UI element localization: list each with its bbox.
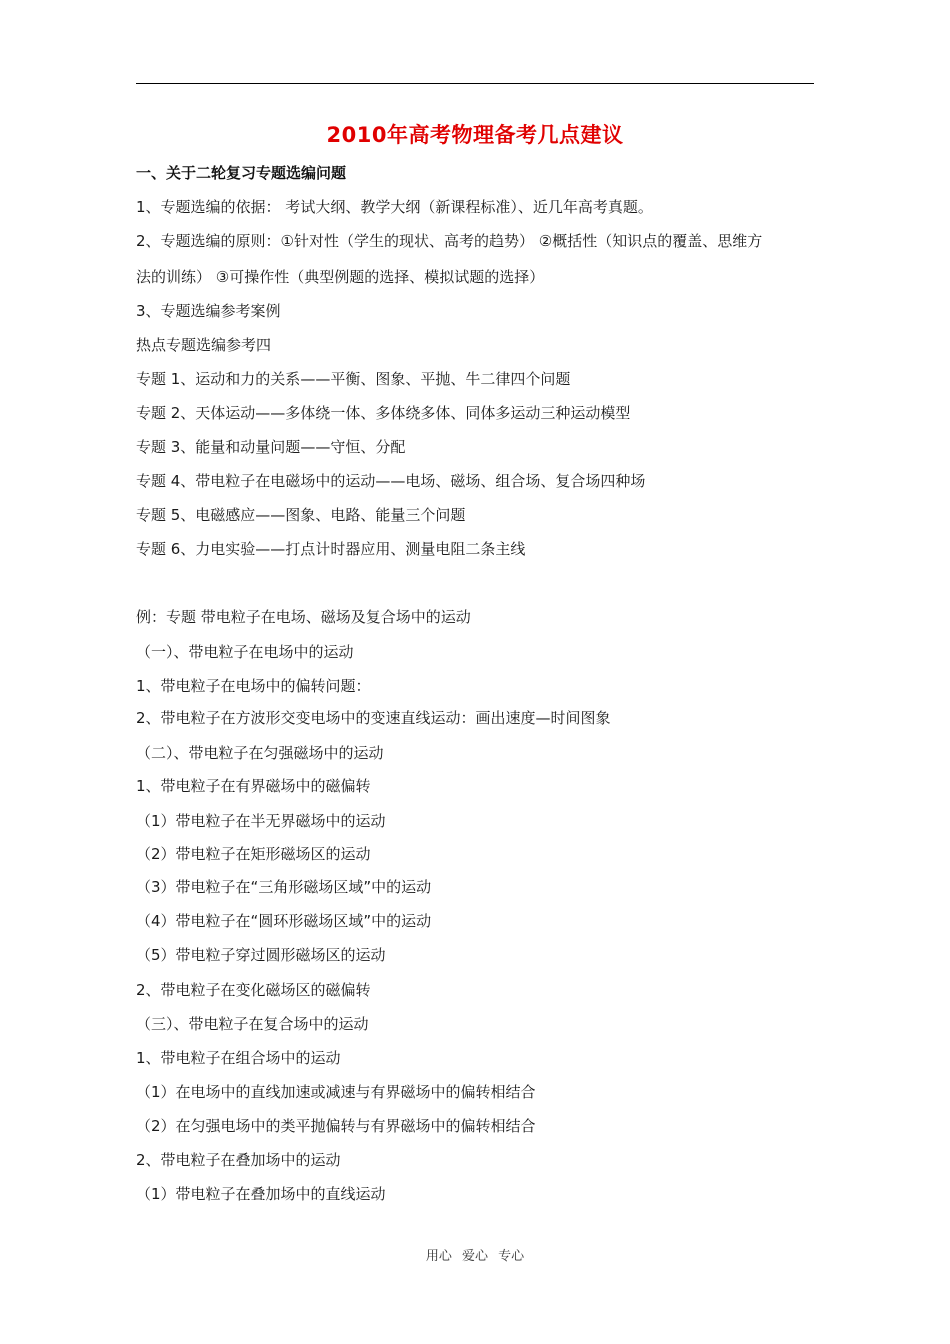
text-line: 1、带电粒子在有界磁场中的磁偏转 (136, 777, 371, 795)
text-line: 1、带电粒子在组合场中的运动 (136, 1049, 341, 1067)
header-rule (136, 83, 814, 84)
text-line: （三）、带电粒子在复合场中的运动 (136, 1015, 369, 1033)
text-line: （3）带电粒子在“三角形磁场区域”中的运动 (136, 878, 432, 896)
text-line: 专题 5、电磁感应——图象、电路、能量三个问题 (136, 506, 466, 524)
text-line: （1）带电粒子在叠加场中的直线运动 (136, 1185, 386, 1203)
text-line: 例：专题 带电粒子在电场、磁场及复合场中的运动 (136, 608, 471, 626)
text-line: 2、带电粒子在方波形交变电场中的变速直线运动：画出速度—时间图象 (136, 709, 611, 727)
text-line: 2、带电粒子在变化磁场区的磁偏转 (136, 981, 371, 999)
page-footer: 用心 爱心 专心 (425, 1249, 525, 1264)
text-line: 专题 3、能量和动量问题——守恒、分配 (136, 438, 406, 456)
text-line: （2）在匀强电场中的类平抛偏转与有界磁场中的偏转相结合 (136, 1117, 536, 1135)
text-line: 专题 4、带电粒子在电磁场中的运动——电场、磁场、组合场、复合场四种场 (136, 472, 646, 490)
text-line: 1、专题选编的依据： 考试大纲、教学大纲（新课程标准）、近几年高考真题。 (136, 198, 653, 216)
text-line: （1）在电场中的直线加速或减速与有界磁场中的偏转相结合 (136, 1083, 536, 1101)
text-line: （二）、带电粒子在匀强磁场中的运动 (136, 744, 384, 762)
text-line: （4）带电粒子在“圆环形磁场区域”中的运动 (136, 912, 432, 930)
text-line: （5）带电粒子穿过圆形磁场区的运动 (136, 946, 386, 964)
text-line: （1）带电粒子在半无界磁场中的运动 (136, 812, 386, 830)
text-line: 热点专题选编参考四 (136, 336, 272, 354)
text-line: （一）、带电粒子在电场中的运动 (136, 643, 354, 661)
text-line: 专题 1、运动和力的关系——平衡、图象、平抛、牛二律四个问题 (136, 370, 571, 388)
document-title: 2010年高考物理备考几点建议 (326, 123, 624, 147)
text-line: 2、专题选编的原则：①针对性（学生的现状、高考的趋势） ②概括性（知识点的覆盖、思维方 (136, 232, 763, 250)
text-line: 专题 6、力电实验——打点计时器应用、测量电阻二条主线 (136, 540, 526, 558)
text-line: （2）带电粒子在矩形磁场区的运动 (136, 845, 371, 863)
text-line: 2、带电粒子在叠加场中的运动 (136, 1151, 341, 1169)
section-heading: 一、关于二轮复习专题选编问题 (136, 164, 347, 182)
text-line: 3、专题选编参考案例 (136, 302, 281, 320)
text-line: 1、带电粒子在电场中的偏转问题： (136, 677, 371, 695)
text-line: 专题 2、天体运动——多体绕一体、多体绕多体、同体多运动三种运动模型 (136, 404, 631, 422)
text-line: 法的训练） ③可操作性（典型例题的选择、模拟试题的选择） (136, 268, 545, 286)
